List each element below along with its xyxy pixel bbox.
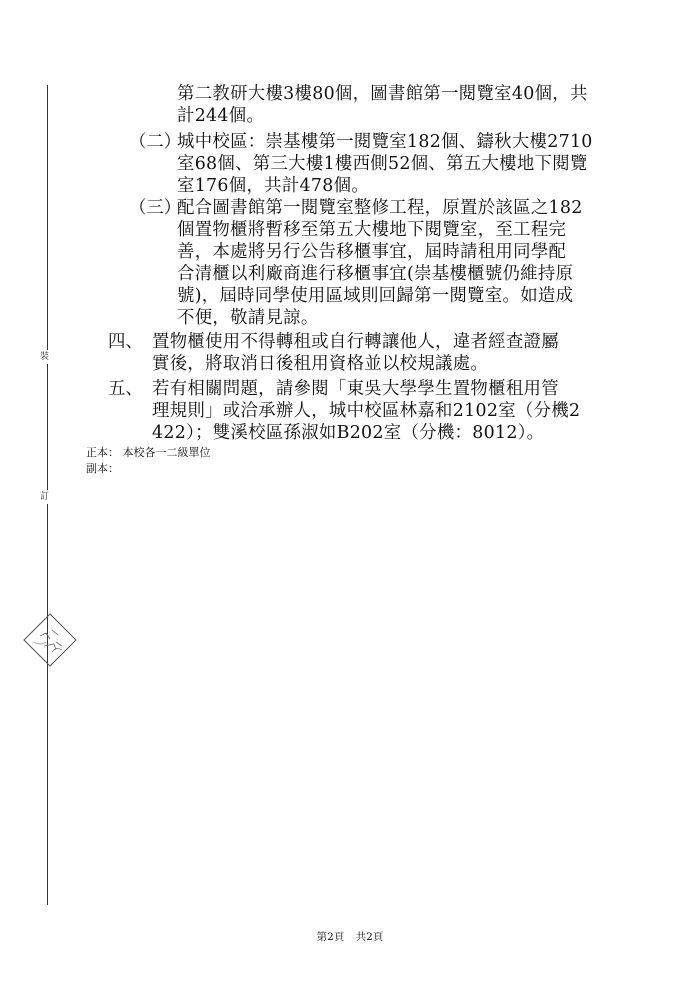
item3-line-6: 不便，敬請見諒。 [177, 308, 319, 328]
item1-continuation-line-2: 計244個。 [177, 106, 265, 126]
section4-marker: 四、 [108, 332, 143, 352]
page-number: 第2頁 [316, 931, 345, 943]
page-footer [0, 929, 700, 944]
section4-line-2: 實後，將取消日後租用資格並以校規議處。 [152, 354, 489, 374]
item3-line-5: 號)，屆時同學使用區域則回歸第一閱覽室。如造成 [177, 286, 574, 306]
section5-marker: 五、 [108, 379, 143, 399]
item3-line-3: 善，本處將另行公告移櫃事宜，屆時請租用同學配 [177, 242, 567, 262]
main-recipient-row [86, 446, 211, 460]
item2-marker: （二） [129, 132, 182, 152]
copy-recipient-row [86, 462, 119, 476]
section5-line-2: 理規則」或洽承辦人，城中校區林嘉和2102室（分機2 [152, 401, 581, 421]
item2-line-1: 城中校區：崇基樓第一閱覽室182個、鑄秋大樓2710 [177, 132, 593, 152]
item3-line-2: 個置物櫃將暫移至第五大樓地下閱覽室，至工程完 [177, 220, 567, 240]
seal-stamp [22, 612, 78, 668]
section5-line-1: 若有相關問題，請參閱「東吳大學學生置物櫃租用管 [152, 379, 559, 399]
copy-recipient-label: 副本： [86, 462, 119, 475]
main-recipient-value: 本校各一二級單位 [122, 446, 211, 459]
item2-line-2: 室68個、第三大樓1樓西側52個、第五大樓地下閱覽 [177, 154, 588, 174]
binding-mark-bottom: 訂 [40, 492, 50, 502]
section5-line-3: 422）；雙溪校區孫淑如B202室（分機：8012）。 [152, 423, 545, 443]
binding-mark-top: 裝 [40, 352, 50, 362]
item1-continuation-line-1: 第二教研大樓3樓80個，圖書館第一閱覽室40個，共 [177, 84, 588, 104]
item3-marker: （三） [129, 198, 182, 218]
main-recipient-label: 正本： [86, 446, 119, 459]
item3-line-1: 配合圖書館第一閱覽室整修工程，原置於該區之182 [177, 198, 583, 218]
item2-line-3: 室176個，共計478個。 [177, 176, 370, 196]
section4-line-1: 置物櫃使用不得轉租或自行轉讓他人，違者經查證屬 [152, 332, 559, 352]
page-total: 共2頁 [355, 931, 384, 943]
item3-line-4: 合清櫃以利廠商進行移櫃事宜(崇基樓櫃號仍維持原 [177, 264, 574, 284]
